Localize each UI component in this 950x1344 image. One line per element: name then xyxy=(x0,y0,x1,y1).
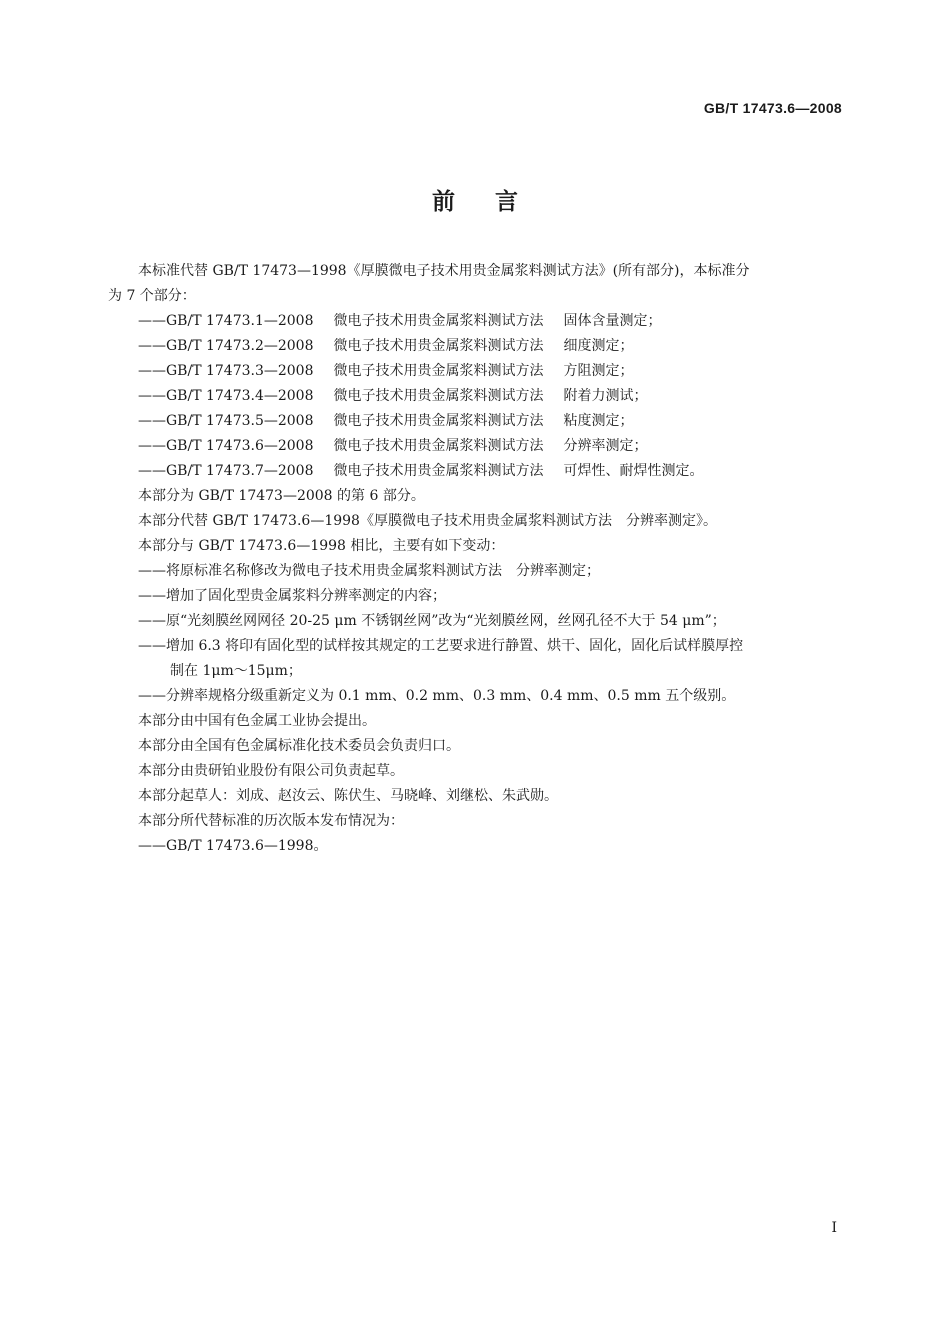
part-name: 微电子技术用贵金属浆料测试方法 xyxy=(333,413,544,429)
part-name: 微电子技术用贵金属浆料测试方法 xyxy=(333,438,544,454)
part-name: 微电子技术用贵金属浆料测试方法 xyxy=(333,338,544,354)
part-code: ——GB/T 17473.6—2008 xyxy=(138,438,314,454)
part-code: ——GB/T 17473.1—2008 xyxy=(138,313,314,329)
part-code: ——GB/T 17473.5—2008 xyxy=(138,413,314,429)
history-intro: 本部分所代替标准的历次版本发布情况为： xyxy=(138,813,404,829)
history-item: ——GB/T 17473.6—1998。 xyxy=(138,838,328,854)
changes-intro: 本部分与 GB/T 17473.6—1998 相比，主要有如下变动： xyxy=(138,538,505,554)
part-name: 微电子技术用贵金属浆料测试方法 xyxy=(333,388,544,404)
drafters: 本部分起草人：刘成、赵汝云、陈伏生、马晓峰、刘继松、朱武勋。 xyxy=(138,788,558,804)
part-code: ——GB/T 17473.3—2008 xyxy=(138,363,314,379)
part-topic: 方阻测定； xyxy=(563,363,634,379)
page-number: I xyxy=(831,1220,837,1236)
replaces-statement: 本部分代替 GB/T 17473.6—1998《厚膜微电子技术用贵金属浆料测试方法 分辨率测定》。 xyxy=(138,513,717,529)
part-topic: 可焊性、耐焊性测定。 xyxy=(563,463,704,479)
part-code: ——GB/T 17473.4—2008 xyxy=(138,388,314,404)
part-topic: 细度测定； xyxy=(563,338,634,354)
part-list-item xyxy=(108,334,844,359)
part-code: ——GB/T 17473.7—2008 xyxy=(138,463,314,479)
part-of-statement: 本部分为 GB/T 17473—2008 的第 6 部分。 xyxy=(138,488,425,504)
part-name: 微电子技术用贵金属浆料测试方法 xyxy=(333,463,544,479)
change-item-2: ——增加了固化型贵金属浆料分辨率测定的内容； xyxy=(138,588,446,604)
part-list-item xyxy=(108,434,844,459)
part-list-item xyxy=(108,409,844,434)
drafted-by: 本部分由贵研铂业股份有限公司负责起草。 xyxy=(138,763,404,779)
foreword-body xyxy=(108,259,844,859)
standard-code-header: GB/T 17473.6—2008 xyxy=(703,100,842,116)
part-topic: 分辨率测定； xyxy=(563,438,648,454)
part-list-item xyxy=(108,459,844,484)
intro-line-2: 为 7 个部分： xyxy=(108,288,196,304)
part-topic: 附着力测试； xyxy=(563,388,648,404)
change-item-4-line-1: ——增加 6.3 将印有固化型的试样按其规定的工艺要求进行静置、烘干、固化，固化后试样膜厚控 xyxy=(138,638,744,654)
part-name: 微电子技术用贵金属浆料测试方法 xyxy=(333,363,544,379)
intro-line-1: 本标准代替 GB/T 17473—1998《厚膜微电子技术用贵金属浆料测试方法》(所有部分)，本标准分 xyxy=(138,263,750,279)
part-code: ——GB/T 17473.2—2008 xyxy=(138,338,314,354)
centralized-by: 本部分由全国有色金属标准化技术委员会负责归口。 xyxy=(138,738,460,754)
part-name: 微电子技术用贵金属浆料测试方法 xyxy=(333,313,544,329)
change-item-5: ——分辨率规格分级重新定义为 0.1 mm、0.2 mm、0.3 mm、0.4 mm、0.5 mm 五个级别。 xyxy=(138,688,736,704)
part-list-item xyxy=(108,359,844,384)
change-item-1: ——将原标准名称修改为微电子技术用贵金属浆料测试方法 分辨率测定； xyxy=(138,563,600,579)
part-topic: 固体含量测定； xyxy=(563,313,662,329)
part-topic: 粘度测定； xyxy=(563,413,634,429)
part-list-item xyxy=(108,309,844,334)
page-title: 前言 xyxy=(432,189,558,215)
proposed-by: 本部分由中国有色金属工业协会提出。 xyxy=(138,713,376,729)
change-item-4-line-2: 制在 1μm～15μm； xyxy=(170,663,302,679)
change-item-3: ——原“光刻膜丝网网径 20-25 μm 不锈钢丝网”改为“光刻膜丝网，丝网孔径不大于 54 μm”； xyxy=(138,613,726,629)
part-list-item xyxy=(108,384,844,409)
